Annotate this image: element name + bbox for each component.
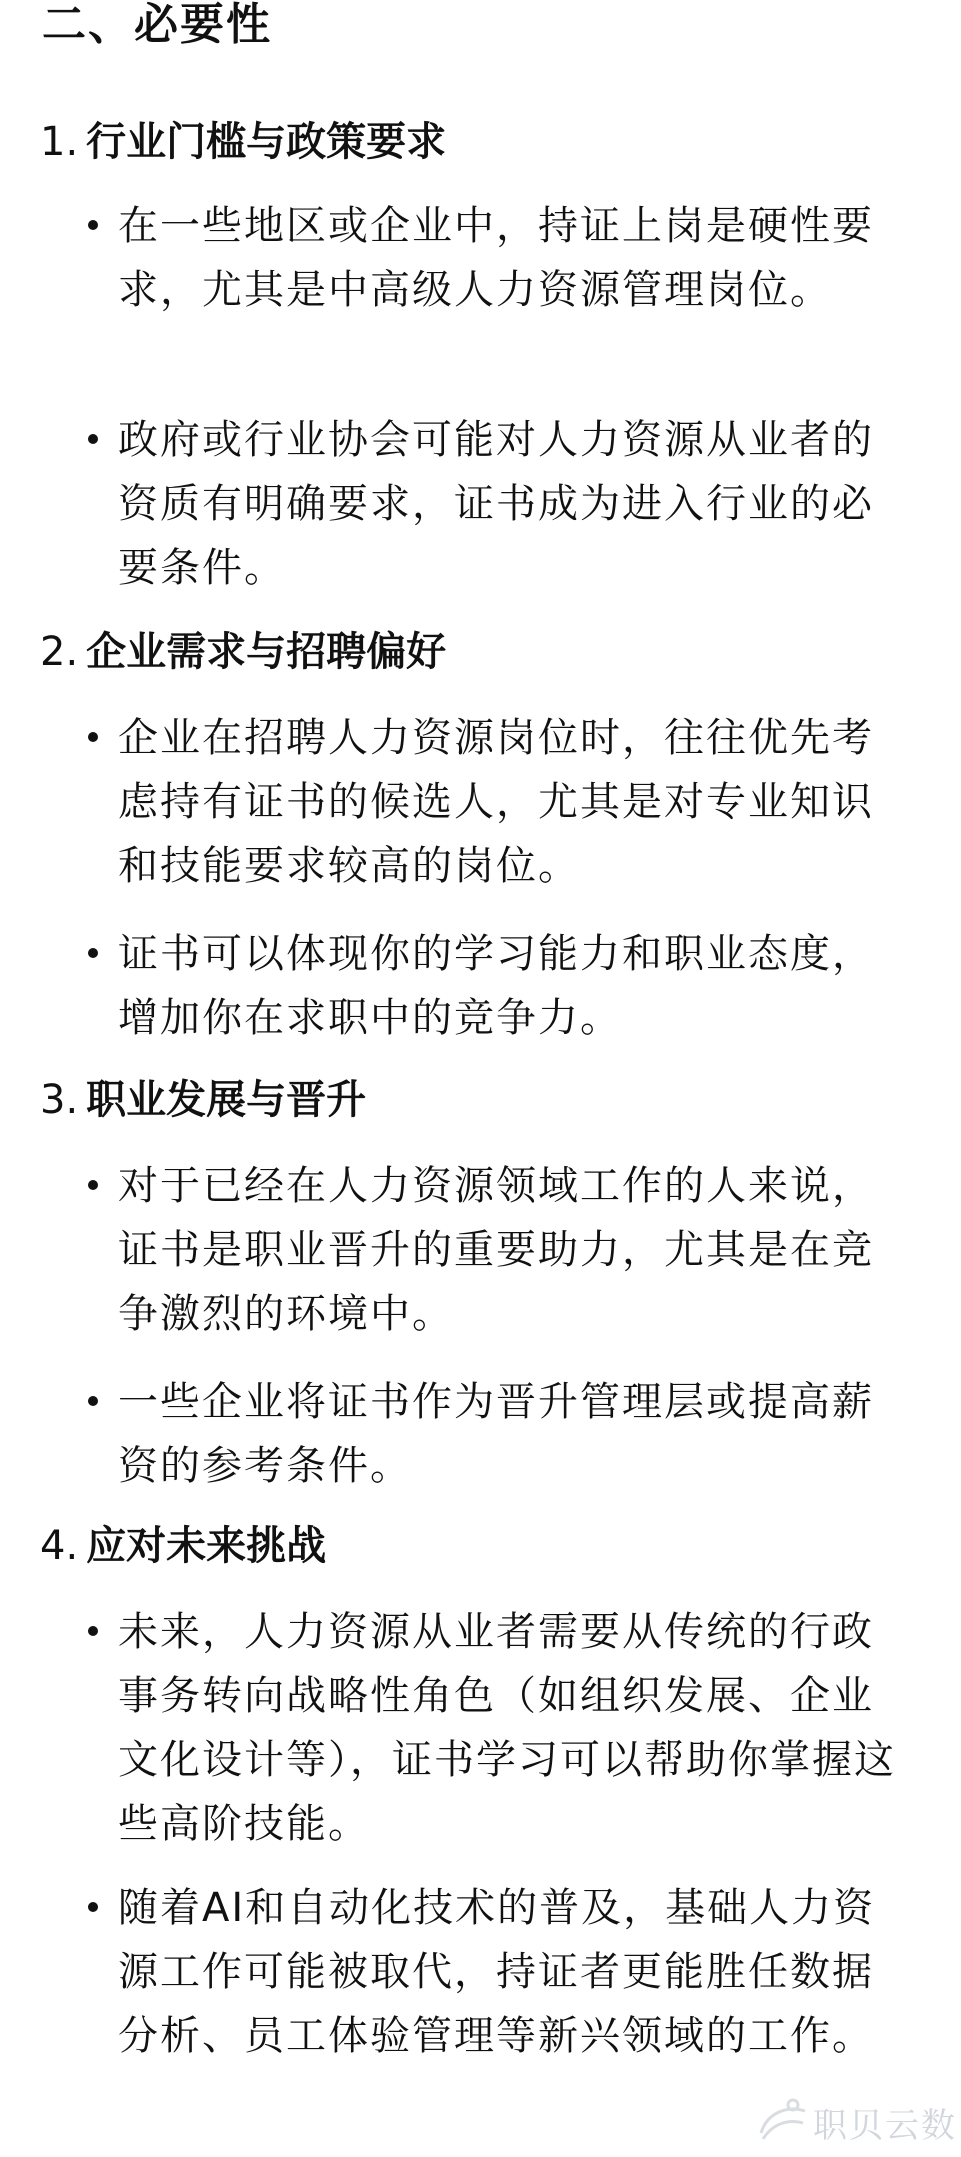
item-4-heading xyxy=(40,1522,326,1570)
list-item-text: 企业在招聘人力资源岗位时，往往优先考虑持有证书的候选人，尤其是对专业知识和技能要求较高的岗位。 xyxy=(118,715,874,889)
list-item xyxy=(88,1876,898,2068)
item-2-heading xyxy=(40,628,446,676)
watermark-text: 职贝云数 xyxy=(813,2105,957,2146)
bullet-icon xyxy=(88,1396,98,1406)
watermark-logo-icon xyxy=(753,2093,813,2151)
list-item xyxy=(88,922,898,1050)
list-item-text: 在一些地区或企业中，持证上岗是硬性要求，尤其是中高级人力资源管理岗位。 xyxy=(118,203,874,313)
item-heading-text: 应对未来挑战 xyxy=(86,1523,327,1569)
item-3-heading xyxy=(40,1076,366,1124)
item-number: 1. xyxy=(40,119,79,165)
bullet-icon xyxy=(88,732,98,742)
bullet-icon xyxy=(88,434,98,444)
list-item-text: 证书可以体现你的学习能力和职业态度，增加你在求职中的竞争力。 xyxy=(118,931,874,1041)
list-item xyxy=(88,1154,898,1346)
list-item xyxy=(88,408,898,600)
list-item xyxy=(88,1370,898,1498)
list-item xyxy=(88,706,898,898)
list-item-text: 对于已经在人力资源领域工作的人来说，证书是职业晋升的重要助力，尤其是在竞争激烈的环境中。 xyxy=(118,1163,874,1337)
list-item-text: 一些企业将证书作为晋升管理层或提高薪资的参考条件。 xyxy=(118,1379,874,1489)
list-item xyxy=(88,1600,898,1856)
item-number: 3. xyxy=(40,1077,79,1123)
list-item xyxy=(88,194,898,322)
item-heading-text: 职业发展与晋升 xyxy=(86,1077,367,1123)
item-1-heading xyxy=(40,118,446,166)
bullet-icon xyxy=(88,948,98,958)
list-item-text: 随着AI和自动化技术的普及，基础人力资源工作可能被取代，持证者更能胜任数据分析、员工体验管理等新兴领域的工作。 xyxy=(118,1885,876,2059)
item-heading-text: 行业门槛与政策要求 xyxy=(86,119,447,165)
watermark xyxy=(753,2095,957,2149)
item-number: 4. xyxy=(40,1523,79,1569)
bullet-icon xyxy=(88,1626,98,1636)
section-title: 二、必要性 xyxy=(42,0,272,50)
item-heading-text: 企业需求与招聘偏好 xyxy=(86,629,447,675)
item-number: 2. xyxy=(40,629,79,675)
bullet-icon xyxy=(88,1902,98,1912)
list-item-text: 未来，人力资源从业者需要从传统的行政事务转向战略性角色（如组织发展、企业文化设计等），证书学习可以帮助你掌握这些高阶技能。 xyxy=(118,1609,896,1847)
list-item-text: 政府或行业协会可能对人力资源从业者的资质有明确要求，证书成为进入行业的必要条件。 xyxy=(118,417,874,591)
bullet-icon xyxy=(88,220,98,230)
bullet-icon xyxy=(88,1180,98,1190)
